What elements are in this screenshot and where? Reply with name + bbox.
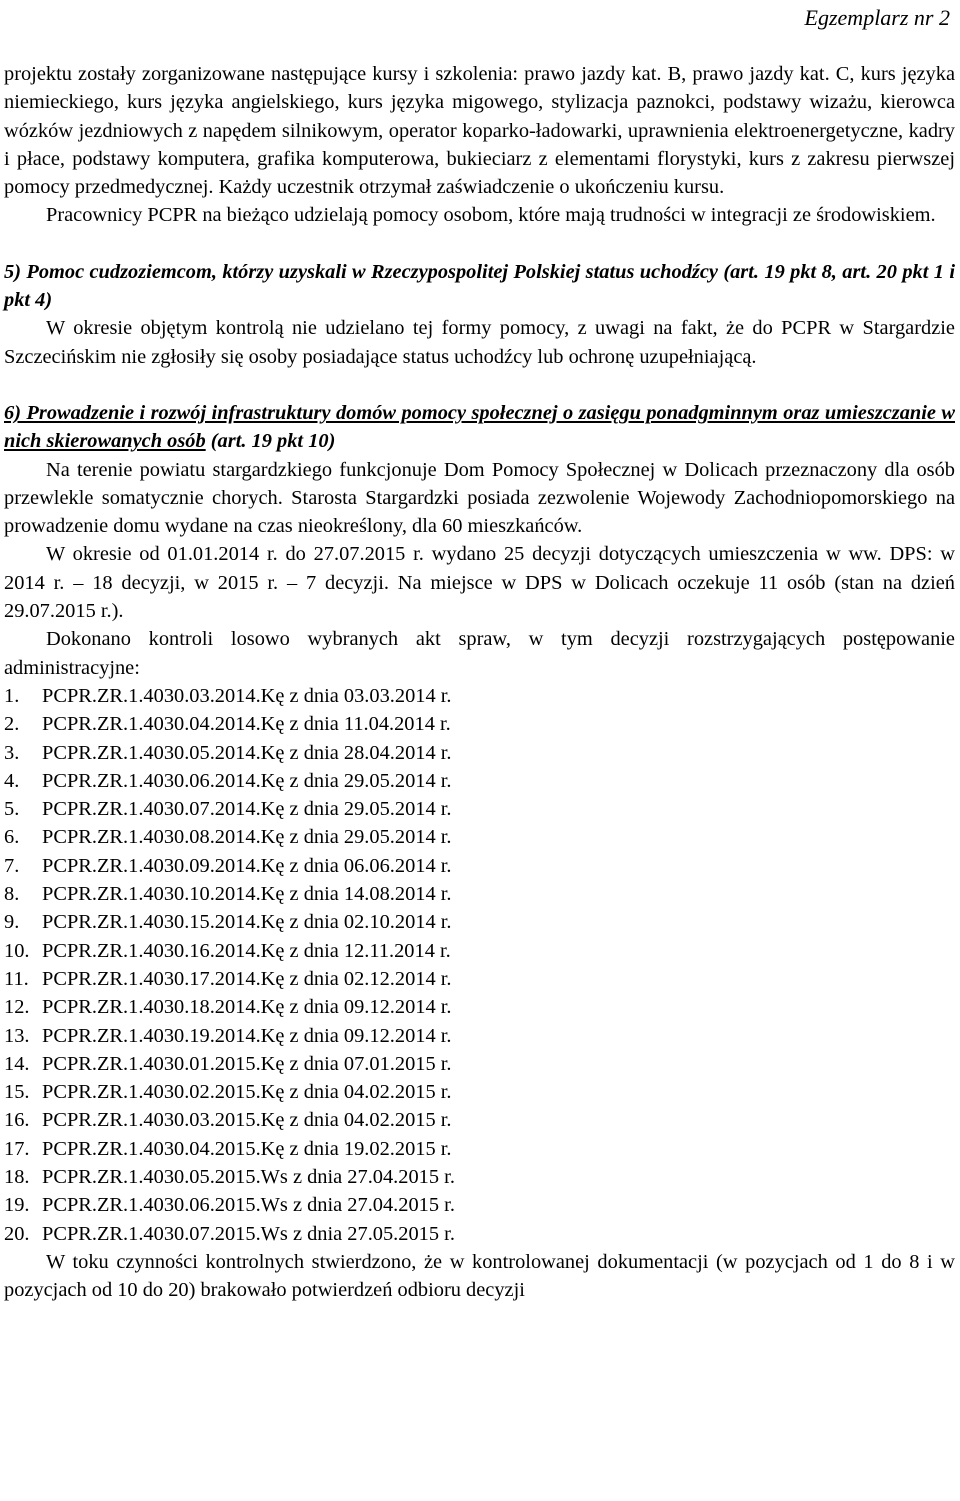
decision-item (4, 880, 955, 908)
decision-item (4, 710, 955, 738)
decision-number: 18. (4, 1165, 30, 1188)
decision-reference: PCPR.ZR.1.4030.03.2015.Kę z dnia 04.02.2015 r. (42, 1109, 452, 1132)
decision-reference: PCPR.ZR.1.4030.05.2014.Kę z dnia 28.04.2014 r. (42, 741, 452, 764)
decision-number: 16. (4, 1109, 30, 1132)
section-6-heading-main: 6) Prowadzenie i rozwój infrastruktury domów pomocy społecznej o zasięgu ponadgminnym oraz umieszczanie w nich skierowanych osób (4, 401, 955, 453)
decision-reference: PCPR.ZR.1.4030.04.2015.Kę z dnia 19.02.2015 r. (42, 1137, 452, 1160)
decision-item (4, 1220, 955, 1248)
decision-reference: PCPR.ZR.1.4030.07.2015.Ws z dnia 27.05.2015 r. (42, 1222, 455, 1245)
decision-reference: PCPR.ZR.1.4030.16.2014.Kę z dnia 12.11.2014 r. (42, 939, 451, 962)
decision-item (4, 852, 955, 880)
decision-item (4, 1022, 955, 1050)
decision-number: 1. (4, 684, 20, 707)
decision-number: 15. (4, 1081, 30, 1104)
courses-paragraph: projektu zostały zorganizowane następujące kursy i szkolenia: prawo jazdy kat. B, prawo jazdy kat. C, kurs języka niemieckiego, kurs języka angielskiego, kurs języka migowego, stylizacja paznokci, podstawy wizażu, kierowca wózków jezdniowych z napędem silnikowym, operator koparko-ładowarki, uprawnienia elektroenergetyczne, kadry i płace, podstawy komputera, grafika komputerowa, bukieciarz z elementami florystyki, kurs z zakresu pierwszej pomocy przedmedycznej. Każdy uczestnik otrzymał zaświadczenie o ukończeniu kursu. (4, 63, 955, 199)
dps-description: Na terenie powiatu stargardzkiego funkcjonuje Dom Pomocy Społecznej w Dolicach przeznaczony dla osób przewlekle somatycznie chorych. Starosta Stargardzki posiada zezwolenie Wojewody Zachodniopomorskiego na prowadzenie domu wydane na czas nieokreślony, dla 60 mieszkańców. (4, 458, 955, 538)
decision-item (4, 1135, 955, 1163)
decision-item (4, 1050, 955, 1078)
section-5-text: W okresie objętym kontrolą nie udzielano tej formy pomocy, z uwagi na fakt, że do PCPR w Stargardzie Szczecińskim nie zgłosiły się osoby posiadające status uchodźcy lub ochronę uzupełniającą. (4, 317, 955, 368)
decision-item (4, 1078, 955, 1106)
decisions-list (4, 682, 955, 1248)
decision-reference: PCPR.ZR.1.4030.01.2015.Kę z dnia 07.01.2015 r. (42, 1052, 452, 1075)
decision-item (4, 937, 955, 965)
decision-reference: PCPR.ZR.1.4030.07.2014.Kę z dnia 29.05.2014 r. (42, 798, 452, 821)
decision-item (4, 908, 955, 936)
decision-number: 20. (4, 1222, 30, 1245)
section-5-heading: 5) Pomoc cudzoziemcom, którzy uzyskali w Rzeczypospolitej Polskiej status uchodźcy (art. 19 pkt 8, art. 20 pkt 1 i pkt 4) (4, 260, 955, 312)
section-6-heading (4, 399, 955, 456)
decision-number: 19. (4, 1194, 30, 1217)
decision-number: 14. (4, 1052, 30, 1075)
decision-reference: PCPR.ZR.1.4030.15.2014.Kę z dnia 02.10.2014 r. (42, 911, 452, 934)
decision-reference: PCPR.ZR.1.4030.10.2014.Kę z dnia 14.08.2014 r. (42, 883, 452, 906)
spacer (4, 230, 955, 258)
decision-reference: PCPR.ZR.1.4030.19.2014.Kę z dnia 09.12.2014 r. (42, 1024, 452, 1047)
decision-item (4, 767, 955, 795)
decision-number: 17. (4, 1137, 30, 1160)
decision-number: 5. (4, 798, 20, 821)
section-6-heading-ref: (art. 19 pkt 10) (205, 430, 336, 453)
decision-number: 10. (4, 939, 30, 962)
decision-number: 7. (4, 854, 20, 877)
decision-number: 2. (4, 713, 20, 736)
decision-number: 11. (4, 967, 29, 990)
decision-reference: PCPR.ZR.1.4030.08.2014.Kę z dnia 29.05.2014 r. (42, 826, 452, 849)
document-body (4, 60, 955, 1304)
decision-item (4, 795, 955, 823)
decision-item (4, 739, 955, 767)
decision-number: 13. (4, 1024, 30, 1047)
spacer (4, 371, 955, 399)
decision-reference: PCPR.ZR.1.4030.06.2015.Ws z dnia 27.04.2015 r. (42, 1194, 455, 1217)
decision-number: 6. (4, 826, 20, 849)
control-intro: Dokonano kontroli losowo wybranych akt spraw, w tym decyzji rozstrzygających postępowanie administracyjne: (4, 628, 955, 679)
pcpr-support-paragraph: Pracownicy PCPR na bieżąco udzielają pomocy osobom, które mają trudności w integracji ze środowiskiem. (46, 204, 936, 227)
decision-item (4, 965, 955, 993)
decision-item (4, 682, 955, 710)
decision-reference: PCPR.ZR.1.4030.18.2014.Kę z dnia 09.12.2014 r. (42, 996, 452, 1019)
decision-reference: PCPR.ZR.1.4030.05.2015.Ws z dnia 27.04.2015 r. (42, 1165, 455, 1188)
decision-reference: PCPR.ZR.1.4030.04.2014.Kę z dnia 11.04.2014 r. (42, 713, 451, 736)
decision-number: 4. (4, 769, 20, 792)
decision-number: 8. (4, 883, 20, 906)
decision-number: 9. (4, 911, 20, 934)
decision-reference: PCPR.ZR.1.4030.09.2014.Kę z dnia 06.06.2014 r. (42, 854, 452, 877)
decision-reference: PCPR.ZR.1.4030.03.2014.Kę z dnia 03.03.2014 r. (42, 684, 452, 707)
decision-reference: PCPR.ZR.1.4030.17.2014.Kę z dnia 02.12.2014 r. (42, 967, 452, 990)
decision-item (4, 1163, 955, 1191)
decision-item (4, 1191, 955, 1219)
copy-number-header: Egzemplarz nr 2 (804, 5, 950, 30)
decision-item (4, 1106, 955, 1134)
decision-reference: PCPR.ZR.1.4030.06.2014.Kę z dnia 29.05.2014 r. (42, 769, 452, 792)
decision-item (4, 993, 955, 1021)
decisions-summary: W okresie od 01.01.2014 r. do 27.07.2015 r. wydano 25 decyzji dotyczących umieszczenia w ww. DPS: w 2014 r. – 18 decyzji, w 2015 r. – 7 decyzji. Na miejsce w DPS w Dolicach oczekuje 11 osób (stan na dzień 29.07.2015 r.). (4, 543, 955, 623)
decision-reference: PCPR.ZR.1.4030.02.2015.Kę z dnia 04.02.2015 r. (42, 1081, 452, 1104)
decision-item (4, 823, 955, 851)
decision-number: 12. (4, 996, 30, 1019)
decision-number: 3. (4, 741, 20, 764)
findings-paragraph: W toku czynności kontrolnych stwierdzono, że w kontrolowanej dokumentacji (w pozycjach od 1 do 8 i w pozycjach od 10 do 20) brakowało potwierdzeń odbioru decyzji (4, 1250, 955, 1302)
